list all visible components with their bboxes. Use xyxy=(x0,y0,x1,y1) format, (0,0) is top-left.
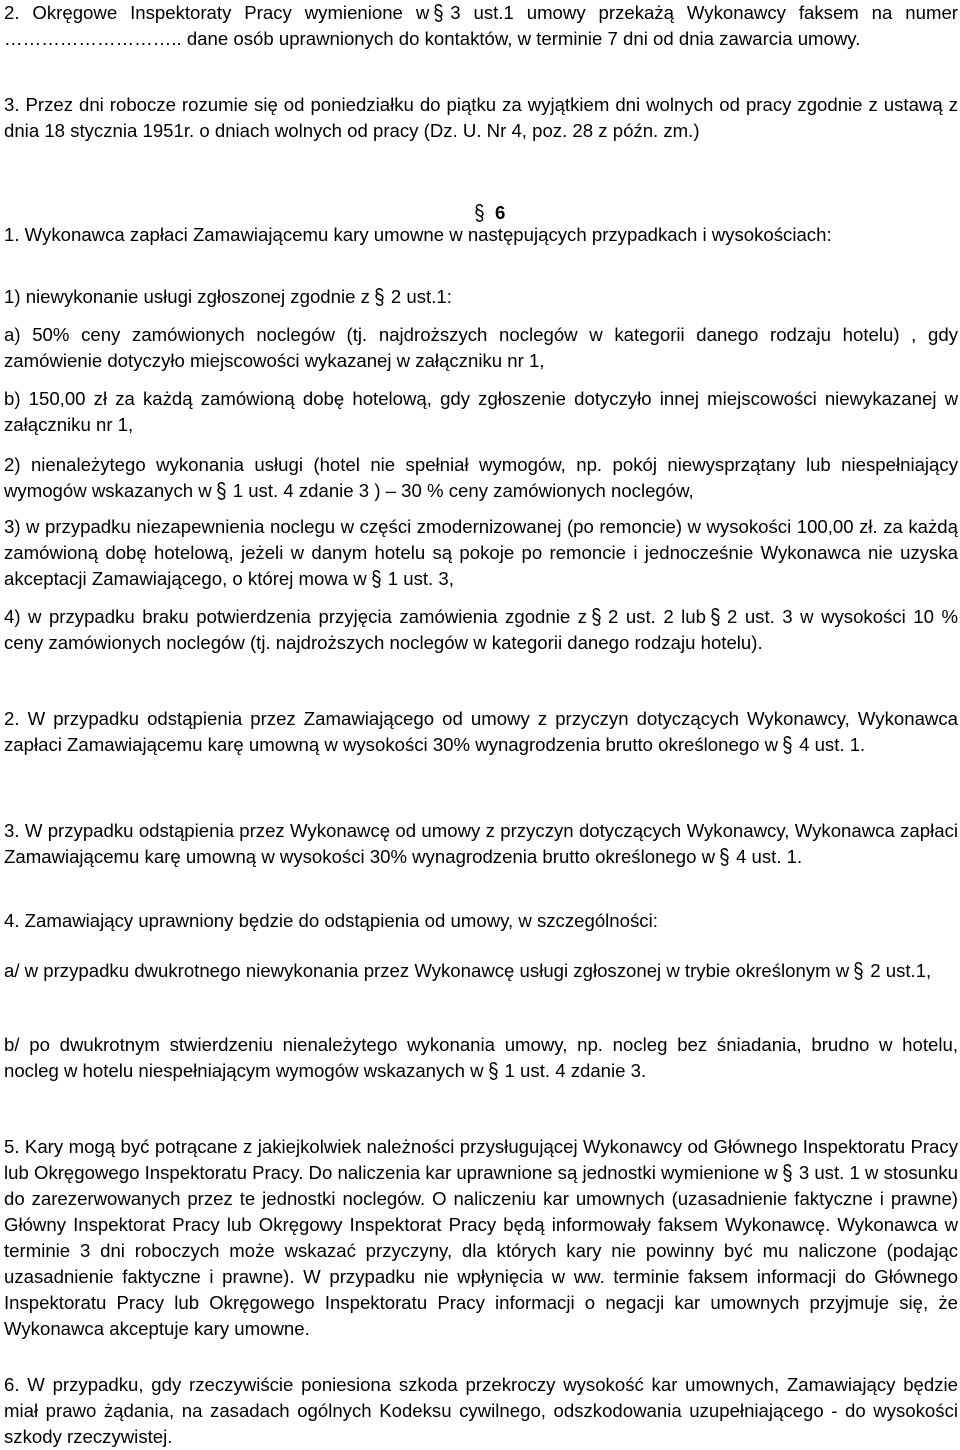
section-sign-icon xyxy=(374,287,385,307)
paragraph-niewykonanie xyxy=(4,284,452,310)
paragraph-text: 1 ust. 3, xyxy=(387,568,454,589)
paragraph-okregowe-inspektoraty xyxy=(4,0,958,52)
paragraph-text: 1 ust. 4 zdanie 3. xyxy=(504,1060,647,1081)
paragraph-odstapienie-zamawiajacy xyxy=(4,706,958,758)
paragraph-text: b/ po dwukrotnym stwierdzeniu nienależytego wykonania umowy, np. nocleg bez śniadania, brudno w hotelu, nocleg w hotelu niespełniającym wymogów wskazanych w xyxy=(4,1034,958,1081)
paragraph-nienalezyte-wykonanie xyxy=(4,452,958,504)
paragraph-odstapienie-wykonawca xyxy=(4,818,958,870)
paragraph-text: 3) w przypadku niezapewnienia noclegu w części zmodernizowanej (po remoncie) w wysokości 100,00 zł. za każdą zamówioną dobę hotelową, jeżeli w danym hotelu są pokoje po remoncie i jednocześnie Wykonawca nie uzyska akceptacji Zamawiającego, o której mowa w xyxy=(4,516,958,589)
paragraph-text: 2 ust.1, xyxy=(870,960,932,981)
paragraph-text: 5. Kary mogą być potrącane z jakiejkolwiek należności przysługującej Wykonawcy od Głównego Inspektoratu Pracy lub Okręgowego Inspektoratu Pracy. Do naliczenia kar uprawnione są jednostki wymienione w xyxy=(4,1136,958,1183)
paragraph-potracanie-kar xyxy=(4,1134,958,1342)
paragraph-text: 2. W przypadku odstąpienia przez Zamawiającego od umowy z przyczyn dotyczących Wykonawcy, Wykonawca zapłaci Zamawiającemu karę umowną w wysokości 30% wynagrodzenia brutto określonego w xyxy=(4,708,958,755)
section-sign-icon xyxy=(782,1163,793,1183)
paragraph-150-zl: b) 150,00 zł za każdą zamówioną dobę hotelową, gdy zgłoszenie dotyczyło innej miejscowości niewykazanej w załączniku nr 1, xyxy=(4,388,958,435)
paragraph-text: 4 ust. 1. xyxy=(799,734,866,755)
paragraph-kary-umowne: 1. Wykonawca zapłaci Zamawiającemu kary umowne w następujących przypadkach i wysokościach: xyxy=(4,224,832,245)
paragraph-text: 2 ust. 2 lub xyxy=(608,606,706,627)
paragraph-text: 4 ust. 1. xyxy=(736,846,803,867)
paragraph-text: 3. W przypadku odstąpienia przez Wykonawcę od umowy z przyczyn dotyczących Wykonawcy, Wykonawca zapłaci Zamawiającemu karę umowną w wysokości 30% wynagrodzenia brutto określonego w xyxy=(4,820,958,867)
paragraph-dni-robocze: 3. Przez dni robocze rozumie się od poniedziałku do piątku za wyjątkiem dni wolnych od pracy zgodnie z ustawą z dnia 18 stycznia 1951r. o dniach wolnych od pracy (Dz. U. Nr 4, poz. 28 z późn. zm.) xyxy=(4,94,958,141)
section-number: 6 xyxy=(495,202,506,223)
paragraph-text: a/ w przypadku dwukrotnego niewykonania przez Wykonawcę usługi zgłoszonej w trybie określonym w xyxy=(4,960,850,981)
paragraph-text: 1) niewykonanie usługi zgłoszonej zgodnie z xyxy=(4,286,370,307)
section-sign-icon xyxy=(782,735,793,755)
paragraph-text: 4) w przypadku braku potwierdzenia przyjęcia zamówienia zgodnie z xyxy=(4,606,587,627)
section-sign-icon xyxy=(371,569,382,589)
paragraph-text: 3 ust. 1 w stosunku do zarezerwowanych przez te jednostki noclegów. O naliczeniu kar umownych (uzasadnienie faktyczne i prawne) Główny Inspektorat Pracy lub Okręgowy Inspektorat Pracy będą informowały faksem Wykonawcę. Wykonawca w terminie 3 dni roboczych może wskazać przyczyny, dla których kary nie powinny być mu naliczone (podając uzasadnienie faktyczne i prawne). W przypadku nie wpłynięcia w ww. terminie faksem informacji do Głównego Inspektoratu Pracy lub Okręgowego Inspektoratu Pracy informacji o negacji kar umownych przyjmuje się, że Wykonawca akceptuje kary umowne. xyxy=(4,1162,958,1339)
paragraph-dwukrotne-stwierdzenie xyxy=(4,1032,958,1084)
paragraph-dwukrotne-niewykonanie xyxy=(4,958,931,984)
paragraph-text: 2 ust. 3 w wysokości 10 % ceny zamówionych noclegów (tj. najdroższych noclegów w kategorii danego rodzaju hotelu). xyxy=(4,606,959,653)
paragraph-brak-potwierdzenia xyxy=(4,604,958,656)
section-sign-icon xyxy=(474,203,485,223)
section-sign-icon xyxy=(853,961,864,981)
section-sign-icon xyxy=(710,607,721,627)
paragraph-odszkodowanie-uzupelniajace: 6. W przypadku, gdy rzeczywiście poniesiona szkoda przekroczy wysokość kar umownych, Zamawiający będzie miał prawo żądania, na zasadach ogólnych Kodeksu cywilnego, odszkodowania uzupełniającego - do wysokości szkody rzeczywistej. xyxy=(4,1374,958,1447)
paragraph-text: 2. Okręgowe Inspektoraty Pracy wymienione w xyxy=(4,2,430,23)
paragraph-text: 1 ust. 4 zdanie 3 ) – 30 % ceny zamówionych noclegów, xyxy=(232,480,694,501)
paragraph-text: 3 ust.1 umowy przekażą Wykonawcy faksem na numer ……………………….. dane osób uprawnionych do kontaktów, w terminie 7 dni od dnia zawarcia umowy. xyxy=(4,2,958,49)
section-sign-icon xyxy=(488,1061,499,1081)
paragraph-text: 2) nienależytego wykonania usługi (hotel nie spełniał wymogów, np. pokój niewysprzątany lub niespełniający wymogów wskazanych w xyxy=(4,454,958,501)
section-sign-icon xyxy=(591,607,602,627)
paragraph-niezapewnienie-noclegu xyxy=(4,514,958,592)
paragraph-text: 2 ust.1: xyxy=(390,286,452,307)
section-sign-icon xyxy=(216,481,227,501)
paragraph-uprawnienie-odstapienia: 4. Zamawiający uprawniony będzie do odstąpienia od umowy, w szczególności: xyxy=(4,910,658,931)
paragraph-50-procent: a) 50% ceny zamówionych noclegów (tj. najdroższych noclegów w kategorii danego rodzaju hotelu) , gdy zamówienie dotyczyło miejscowości wykazanej w załączniku nr 1, xyxy=(4,324,958,371)
section-sign-icon xyxy=(433,3,444,23)
section-sign-icon xyxy=(719,847,730,867)
